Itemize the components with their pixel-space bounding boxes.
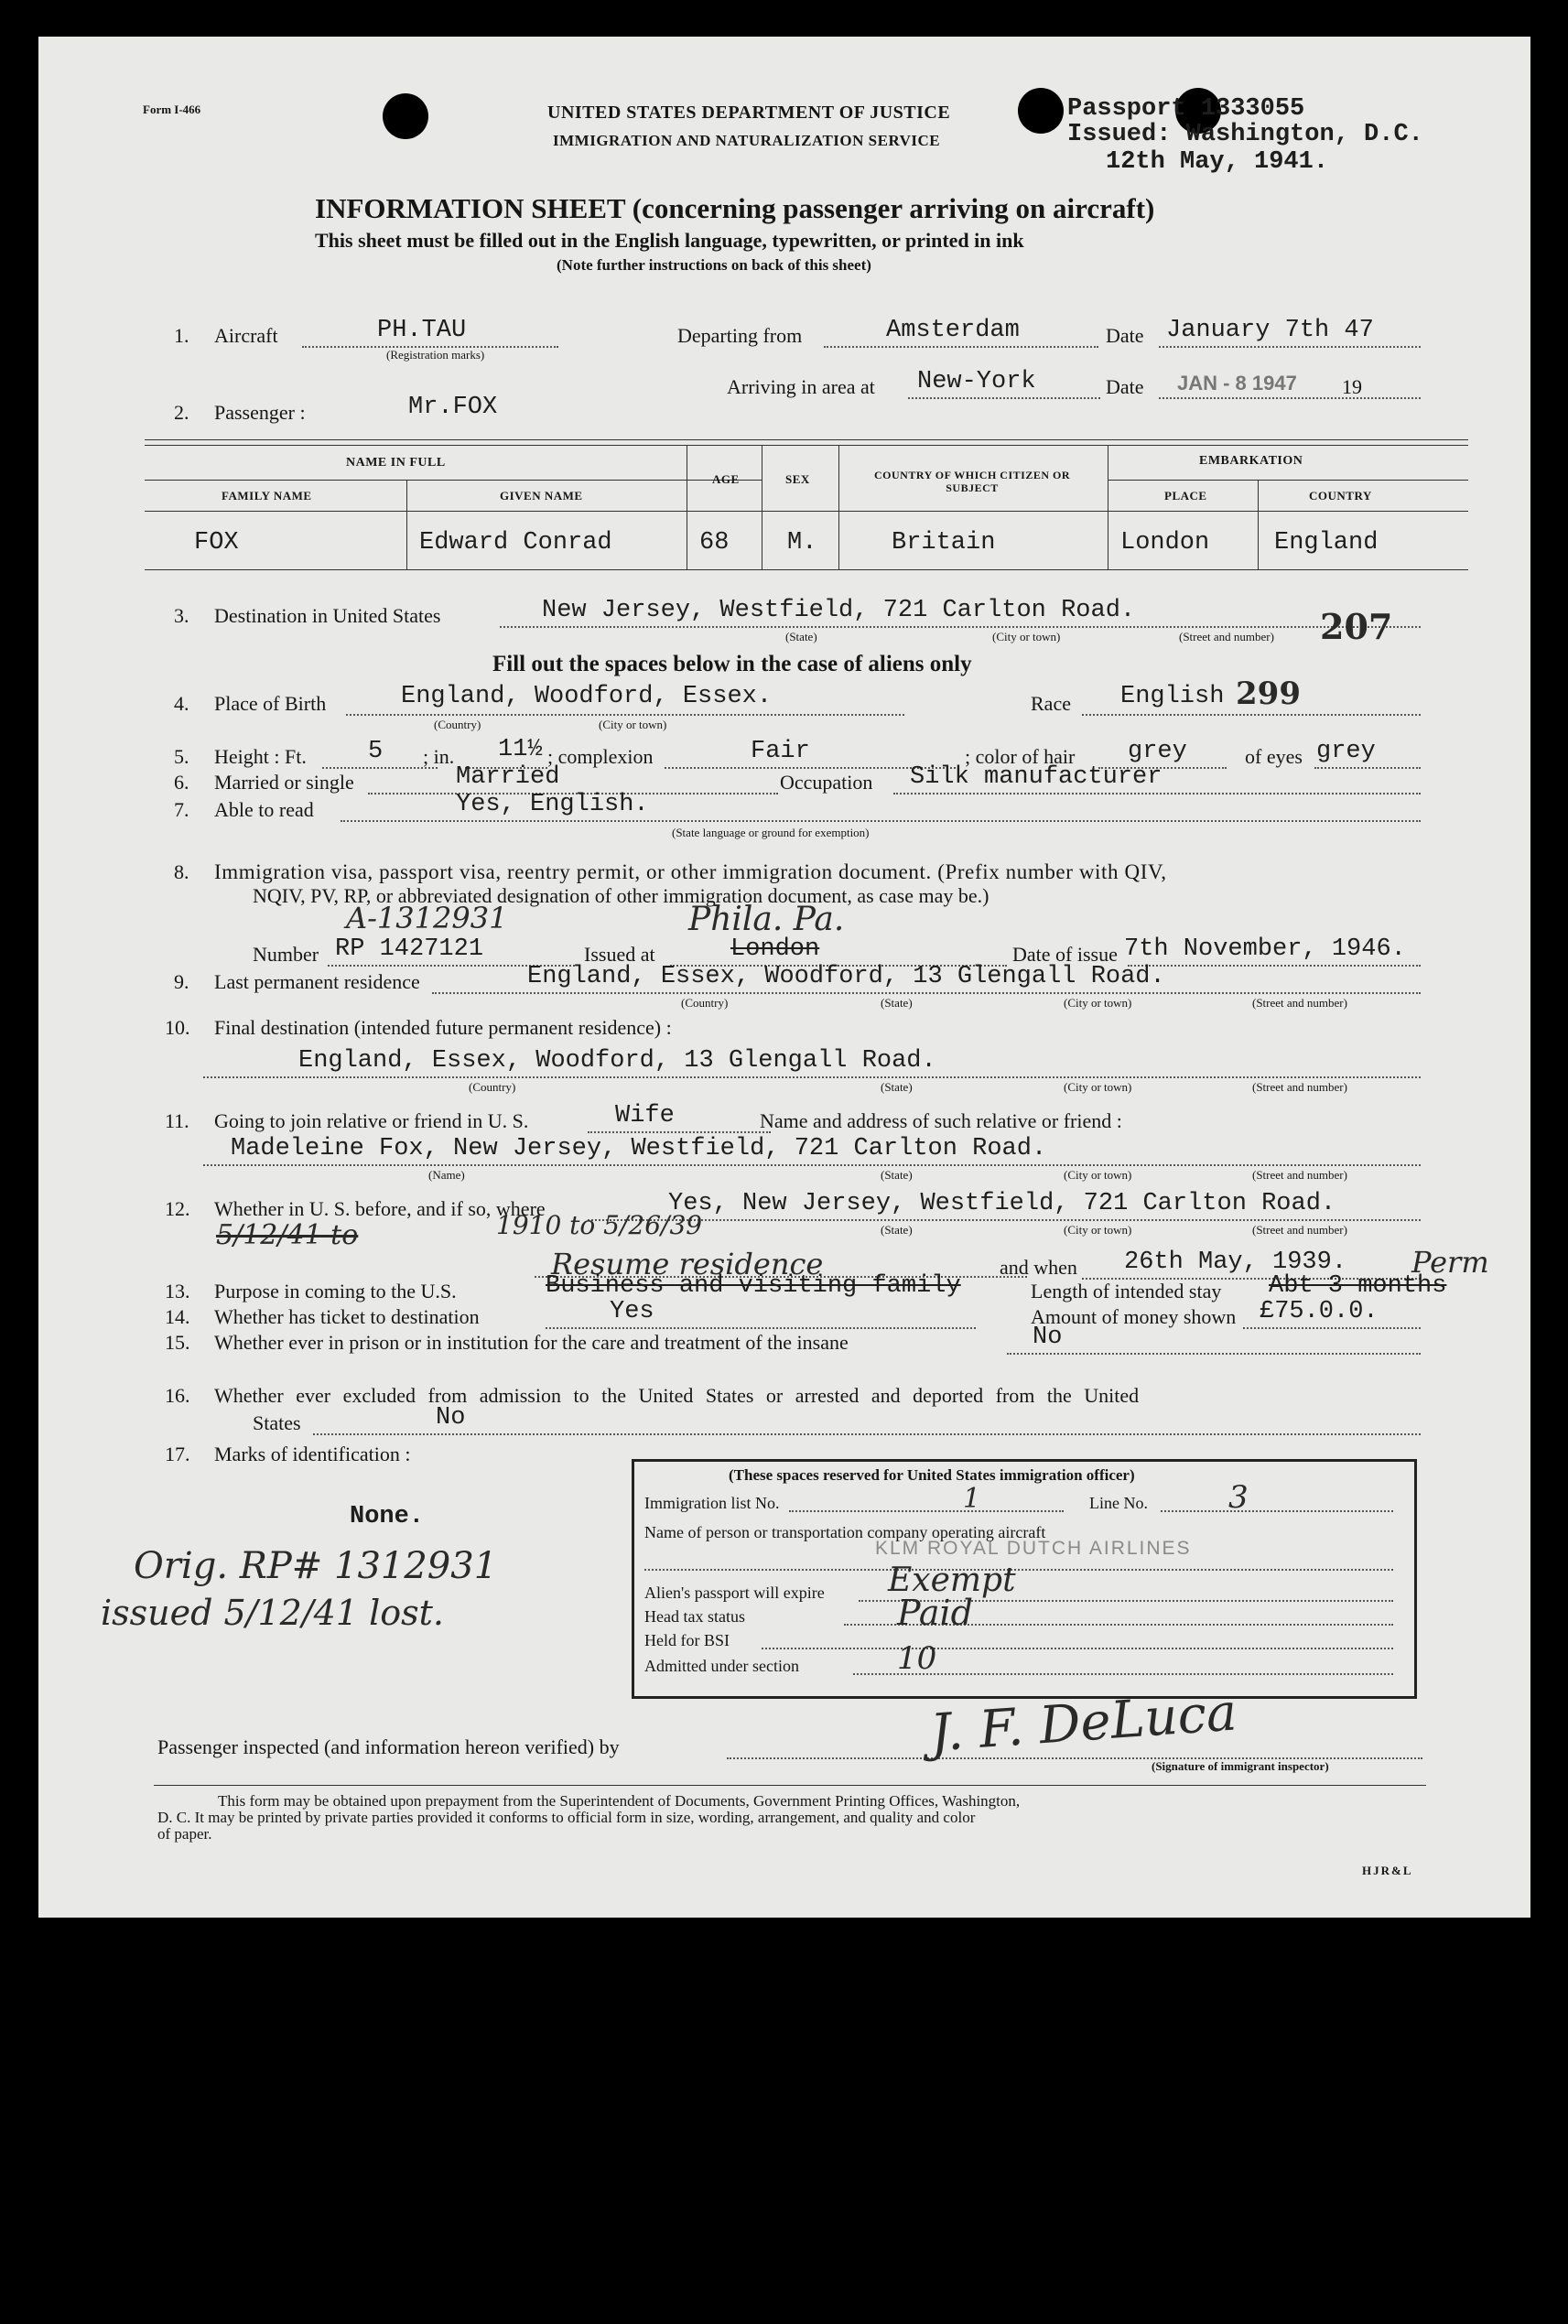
departing-value: Amsterdam bbox=[886, 317, 1020, 344]
field-17-number: 17. bbox=[165, 1443, 190, 1465]
marks-label: Marks of identification : bbox=[214, 1443, 411, 1465]
visa-text-1: Immigration visa, passport visa, reentry permit, or other immigration document. (Prefix number with QIV, bbox=[214, 860, 1167, 883]
eyes-line bbox=[1314, 767, 1421, 769]
complexion-label: ; complexion bbox=[547, 745, 654, 768]
final-line bbox=[203, 1076, 1421, 1078]
given-name-header: GIVEN NAME bbox=[500, 489, 583, 503]
tax-value: Paid bbox=[897, 1593, 973, 1633]
field-1-number: 1. bbox=[174, 324, 189, 347]
form-number: Form I-466 bbox=[143, 103, 201, 116]
final-country-note: (Country) bbox=[469, 1080, 516, 1094]
before-street-note: (Street and number) bbox=[1252, 1223, 1347, 1237]
company-label: Name of person or transportation company operating aircraft bbox=[644, 1523, 1046, 1541]
destination-annotation: 207 bbox=[1320, 606, 1393, 647]
birth-city-note: (City or town) bbox=[599, 718, 667, 731]
height-ft-value: 5 bbox=[368, 738, 384, 765]
hair-value: grey bbox=[1128, 738, 1187, 765]
passport-number: Passport 1333055 bbox=[1067, 95, 1305, 123]
money-label: Amount of money shown bbox=[1031, 1305, 1237, 1328]
purpose-label: Purpose in coming to the U.S. bbox=[214, 1280, 457, 1303]
passenger-label: Passenger : bbox=[214, 401, 306, 424]
ticket-value: Yes bbox=[610, 1298, 654, 1325]
punch-hole-center bbox=[1018, 88, 1064, 134]
visa-issued-label: Issued at bbox=[584, 943, 655, 966]
aliens-heading: Fill out the spaces below in the case of aliens only bbox=[492, 652, 972, 676]
purpose-value: Business and visiting family bbox=[546, 1272, 961, 1300]
before-label: Whether in U. S. before, and if so, where bbox=[214, 1197, 546, 1220]
join-address-line bbox=[203, 1164, 1421, 1166]
information-sheet bbox=[38, 37, 1530, 1918]
departing-date: January 7th 47 bbox=[1166, 317, 1374, 344]
list-label: Immigration list No. bbox=[644, 1494, 780, 1512]
destination-city-note: (City or town) bbox=[992, 630, 1061, 643]
join-label: Going to join relative or friend in U. S. bbox=[214, 1109, 529, 1132]
field-7-number: 7. bbox=[174, 798, 189, 821]
field-13-number: 13. bbox=[165, 1280, 190, 1303]
stay-label: Length of intended stay bbox=[1031, 1280, 1222, 1303]
departing-date-label: Date bbox=[1106, 324, 1144, 347]
bsi-label: Held for BSI bbox=[644, 1631, 730, 1649]
registration-note: (Registration marks) bbox=[386, 348, 485, 362]
title-note: (Note further instructions on back of this sheet) bbox=[557, 256, 871, 274]
read-value: Yes, English. bbox=[456, 791, 649, 818]
before-hw-dates: 1910 to 5/26/39 bbox=[496, 1210, 703, 1240]
height-ft-line bbox=[322, 767, 438, 769]
departing-date-line bbox=[1159, 346, 1421, 348]
age-value: 68 bbox=[699, 529, 730, 557]
residence-city-note: (City or town) bbox=[1064, 996, 1132, 1010]
height-label: Height : Ft. bbox=[214, 745, 307, 768]
final-city-note: (City or town) bbox=[1064, 1080, 1132, 1094]
destination-label: Destination in United States bbox=[214, 604, 441, 627]
race-value: English bbox=[1120, 683, 1225, 710]
join-line bbox=[588, 1131, 771, 1133]
read-note: (State language or ground for exemption) bbox=[672, 826, 870, 839]
country-citizen-header: COUNTRY OF WHICH CITIZEN OR SUBJECT bbox=[874, 469, 1070, 494]
line-label: Line No. bbox=[1089, 1494, 1148, 1512]
list-value: 1 bbox=[963, 1483, 981, 1515]
arriving-label: Arriving in area at bbox=[727, 375, 875, 398]
printer-mark: HJR&L bbox=[1362, 1864, 1413, 1877]
field-14-number: 14. bbox=[165, 1305, 190, 1328]
field-6-number: 6. bbox=[174, 771, 189, 794]
read-line bbox=[341, 820, 1421, 822]
name-in-full-header: NAME IN FULL bbox=[346, 456, 446, 470]
arrival-date-label: Date bbox=[1106, 375, 1144, 398]
join-name-note: (Name) bbox=[428, 1168, 465, 1182]
department-name: UNITED STATES DEPARTMENT OF JUSTICE bbox=[547, 103, 951, 123]
section-label: Admitted under section bbox=[644, 1657, 799, 1675]
punch-hole-left bbox=[383, 93, 428, 139]
visa-number-label: Number bbox=[253, 943, 319, 966]
signature-note: (Signature of immigrant inspector) bbox=[1152, 1759, 1329, 1773]
destination-line bbox=[500, 626, 1421, 628]
field-2-number: 2. bbox=[174, 401, 189, 424]
hair-label: ; color of hair bbox=[965, 745, 1076, 768]
excluded-line bbox=[313, 1433, 1421, 1435]
when-label: and when bbox=[1000, 1256, 1077, 1279]
field-15-number: 15. bbox=[165, 1331, 190, 1354]
field-3-number: 3. bbox=[174, 604, 189, 627]
occupation-line bbox=[893, 793, 1421, 794]
tax-label: Head tax status bbox=[644, 1607, 745, 1626]
race-line bbox=[1082, 714, 1421, 716]
footer-line-2: D. C. It may be printed by private parties provided it conforms to official form in size, wording, arrangement, and quality and color bbox=[157, 1809, 976, 1826]
join-address-label: Name and address of such relative or friend : bbox=[760, 1109, 1122, 1132]
given-name-value: Edward Conrad bbox=[419, 529, 612, 557]
birth-value: England, Woodford, Essex. bbox=[401, 683, 773, 710]
race-label: Race bbox=[1031, 692, 1071, 715]
residence-line bbox=[432, 992, 1421, 994]
field-11-number: 11. bbox=[165, 1109, 189, 1132]
company-line bbox=[644, 1569, 1393, 1571]
title-instruction: This sheet must be filled out in the English language, typewritten, or printed in ink bbox=[315, 229, 1024, 252]
embarkation-country-value: England bbox=[1274, 529, 1379, 557]
join-state-note: (State) bbox=[881, 1168, 913, 1182]
departing-line bbox=[824, 346, 1098, 348]
residence-value: England, Essex, Woodford, 13 Glengall Road. bbox=[527, 963, 1165, 990]
stay-value: Abt 3 months bbox=[1269, 1272, 1447, 1300]
visa-date-line bbox=[1128, 965, 1421, 967]
join-address-value: Madeleine Fox, New Jersey, Westfield, 721 Carlton Road. bbox=[231, 1135, 1047, 1162]
arrival-date-line bbox=[1159, 397, 1421, 399]
passport-date: 12th May, 1941. bbox=[1106, 148, 1329, 176]
money-line bbox=[1243, 1327, 1421, 1329]
married-label: Married or single bbox=[214, 771, 354, 794]
field-5-number: 5. bbox=[174, 745, 189, 768]
before-city-note: (City or town) bbox=[1064, 1223, 1132, 1237]
birth-country-note: (Country) bbox=[434, 718, 481, 731]
when-value: 26th May, 1939. bbox=[1124, 1248, 1347, 1276]
field-12-number: 12. bbox=[165, 1197, 190, 1220]
visa-issued-struck: London bbox=[730, 935, 820, 963]
occupation-label: Occupation bbox=[780, 771, 873, 794]
passport-issued: Issued: Washington, D.C. bbox=[1067, 121, 1423, 148]
before-value: Yes, New Jersey, Westfield, 721 Carlton Road. bbox=[668, 1190, 1336, 1217]
residence-country-note: (Country) bbox=[681, 996, 729, 1010]
field-10-number: 10. bbox=[165, 1016, 190, 1039]
arriving-value: New-York bbox=[917, 368, 1036, 395]
citizen-value: Britain bbox=[892, 529, 996, 557]
passport-expire-value: Exempt bbox=[888, 1562, 1016, 1599]
sex-value: M. bbox=[787, 529, 817, 557]
service-name: IMMIGRATION AND NATURALIZATION SERVICE bbox=[553, 132, 941, 149]
field-4-number: 4. bbox=[174, 692, 189, 715]
birth-line bbox=[346, 714, 904, 716]
ticket-line bbox=[546, 1327, 976, 1329]
race-annotation: 299 bbox=[1236, 676, 1301, 712]
destination-state-note: (State) bbox=[785, 630, 817, 643]
place-header: PLACE bbox=[1164, 489, 1207, 503]
excluded-label-2: States bbox=[253, 1411, 301, 1434]
company-stamp: KLM ROYAL DUTCH AIRLINES bbox=[875, 1538, 1192, 1559]
line-line bbox=[1161, 1510, 1393, 1512]
passenger-value: Mr.FOX bbox=[408, 394, 498, 421]
family-name-value: FOX bbox=[194, 529, 239, 557]
marks-value: None. bbox=[350, 1503, 425, 1530]
destination-value: New Jersey, Westfield, 721 Carlton Road. bbox=[542, 597, 1136, 624]
visa-issued-handwritten: Phila. Pa. bbox=[688, 901, 845, 938]
sex-header: SEX bbox=[785, 472, 810, 486]
visa-date-label: Date of issue bbox=[1012, 943, 1118, 966]
line-value: 3 bbox=[1228, 1479, 1249, 1516]
read-label: Able to read bbox=[214, 798, 314, 821]
footer-line-3: of paper. bbox=[157, 1825, 212, 1843]
family-name-header: FAMILY NAME bbox=[222, 489, 312, 503]
visa-date-value: 7th November, 1946. bbox=[1124, 935, 1406, 963]
field-9-number: 9. bbox=[174, 970, 189, 993]
page-title: INFORMATION SHEET (concerning passenger arriving on aircraft) bbox=[315, 192, 1155, 224]
occupation-value: Silk manufacturer bbox=[910, 763, 1162, 791]
inspector-signature: J. F. DeLuca bbox=[928, 1682, 1239, 1764]
join-street-note: (Street and number) bbox=[1252, 1168, 1347, 1182]
money-value: £75.0.0. bbox=[1260, 1298, 1379, 1325]
prison-line bbox=[1007, 1353, 1421, 1355]
embarkation-place-value: London bbox=[1120, 529, 1210, 557]
visa-number-value: RP 1427121 bbox=[335, 935, 484, 963]
before-hw-resume: Resume residence bbox=[551, 1247, 824, 1281]
complexion-value: Fair bbox=[751, 738, 810, 765]
visa-text-2: NQIV, PV, RP, or abbreviated designation of other immigration document, as case may be.) bbox=[253, 884, 989, 907]
bsi-line bbox=[762, 1648, 1393, 1649]
list-line bbox=[789, 1510, 1064, 1512]
age-header: AGE bbox=[712, 472, 740, 486]
residence-state-note: (State) bbox=[881, 996, 913, 1010]
height-in-value: 11½ bbox=[498, 736, 543, 763]
arrival-year-suffix: 19 bbox=[1342, 375, 1362, 398]
prison-value: No bbox=[1033, 1324, 1063, 1351]
aircraft-value: PH.TAU bbox=[377, 317, 467, 344]
prison-label: Whether ever in prison or in institution for the care and treatment of the insane bbox=[214, 1331, 849, 1354]
arrival-date-stamp: JAN - 8 1947 bbox=[1177, 372, 1297, 395]
residence-street-note: (Street and number) bbox=[1252, 996, 1347, 1010]
birth-label: Place of Birth bbox=[214, 692, 327, 715]
marks-handwritten-2: issued 5/12/41 lost. bbox=[101, 1593, 444, 1633]
eyes-label: of eyes bbox=[1245, 745, 1303, 768]
before-state-note: (State) bbox=[881, 1223, 913, 1237]
excluded-value: No bbox=[436, 1404, 466, 1432]
before-hw-dates-struck: 5/12/41 to bbox=[216, 1219, 359, 1251]
field-8-number: 8. bbox=[174, 860, 189, 883]
embarkation-header: EMBARKATION bbox=[1199, 454, 1303, 468]
join-value: Wife bbox=[615, 1102, 675, 1130]
ticket-label: Whether has ticket to destination bbox=[214, 1305, 480, 1328]
footer-line-1: This form may be obtained upon prepayment from the Superintendent of Documents, Government Printing Offices, Washington, bbox=[218, 1792, 1021, 1810]
married-value: Married bbox=[456, 763, 560, 791]
final-state-note: (State) bbox=[881, 1080, 913, 1094]
eyes-value: grey bbox=[1316, 738, 1376, 765]
footer-rule bbox=[154, 1785, 1426, 1786]
visa-handwritten-number: A-1312931 bbox=[346, 901, 508, 935]
before-line bbox=[588, 1219, 1421, 1221]
final-value: England, Essex, Woodford, 13 Glengall Road. bbox=[298, 1047, 936, 1075]
departing-label: Departing from bbox=[677, 324, 803, 347]
inspected-label: Passenger inspected (and information hereon verified) by bbox=[157, 1735, 620, 1758]
stay-handwritten: Perm bbox=[1411, 1245, 1489, 1280]
join-city-note: (City or town) bbox=[1064, 1168, 1132, 1182]
destination-street-note: (Street and number) bbox=[1179, 630, 1274, 643]
arriving-line bbox=[908, 397, 1100, 399]
country-header: COUNTRY bbox=[1309, 489, 1372, 503]
reserved-heading: (These spaces reserved for United States immigration officer) bbox=[729, 1466, 1135, 1484]
passport-expire-label: Alien's passport will expire bbox=[644, 1584, 825, 1602]
field-16-number: 16. bbox=[165, 1384, 190, 1407]
excluded-label-1: Whether ever excluded from admission to the United States or arrested and deported from the United bbox=[214, 1384, 1140, 1407]
final-label: Final destination (intended future permanent residence) : bbox=[214, 1016, 672, 1039]
height-in-label: ; in. bbox=[423, 745, 455, 768]
residence-label: Last permanent residence bbox=[214, 970, 420, 993]
marks-handwritten-1: Orig. RP# 1312931 bbox=[134, 1545, 498, 1587]
final-street-note: (Street and number) bbox=[1252, 1080, 1347, 1094]
section-value: 10 bbox=[897, 1640, 937, 1677]
aircraft-label: Aircraft bbox=[214, 324, 278, 347]
